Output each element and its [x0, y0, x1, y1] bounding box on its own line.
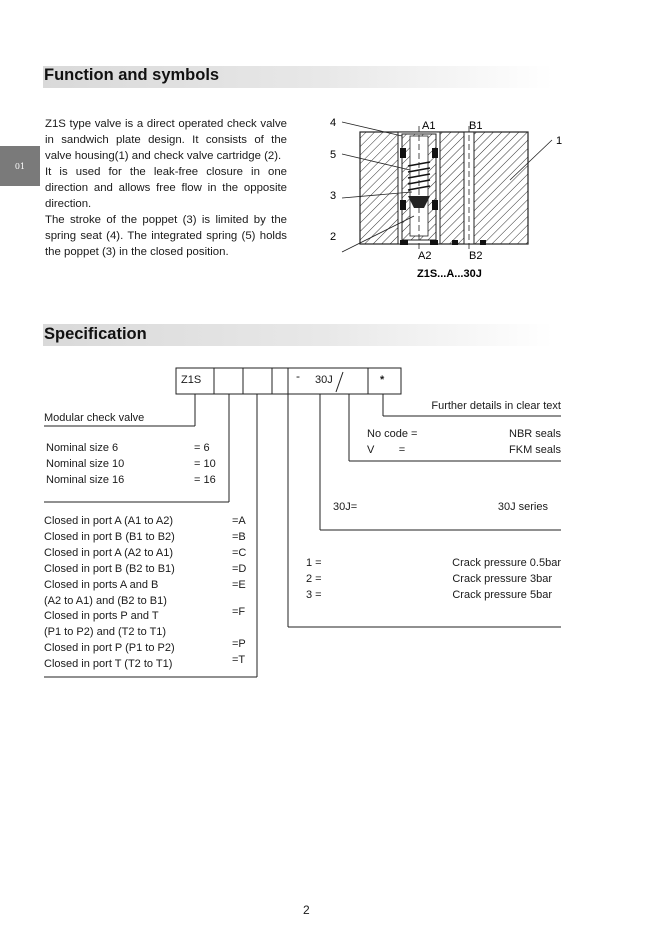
closing-code: =E: [232, 579, 246, 591]
page-number: 2: [303, 903, 310, 917]
closing-option: Closed in port B (B1 to B2): [44, 531, 175, 543]
closing-code: =P: [232, 638, 246, 650]
seal-code: No code =: [367, 428, 418, 440]
nominal-size-label: Nominal size 10: [46, 458, 125, 470]
closing-option: Closed in port T (T2 to T1): [44, 658, 173, 670]
series-text: 30J series: [497, 501, 548, 513]
seal-text: NBR seals: [509, 428, 561, 440]
closing-option: Closed in port A (A2 to A1): [44, 547, 174, 559]
crack-code: 2 =: [306, 573, 322, 585]
closing-option: Closed in port B (B2 to B1): [44, 563, 175, 575]
seal-code: V =: [367, 444, 406, 456]
code-30j: 30J: [315, 374, 333, 386]
closing-option: Closed in ports P and T: [44, 610, 159, 622]
crack-code: 3 =: [306, 589, 322, 601]
port-a1-label: A1: [422, 120, 436, 132]
function-para-2: It is used for the leak-free closure in one direction and allows free flow in the opposite direction.: [45, 166, 287, 210]
closing-code: =F: [232, 606, 246, 618]
nominal-size-label: Nominal size 16: [46, 474, 125, 486]
closing-option: Closed in port P (P1 to P2): [44, 642, 175, 654]
closing-code: =B: [232, 531, 246, 543]
callout-2: 2: [330, 231, 337, 243]
nominal-size-label: Nominal size 6: [46, 442, 119, 454]
code-box-further: [368, 368, 401, 394]
chapter-tab: 01: [0, 146, 40, 186]
closing-option: Closed in ports A and B: [44, 579, 159, 591]
nominal-size-code: = 6: [194, 442, 210, 454]
code-asterisk: *: [380, 374, 385, 386]
closing-option: Closed in port A (A1 to A2): [44, 515, 174, 527]
port-a2-label: A2: [418, 250, 432, 262]
function-title: Function and symbols: [44, 66, 220, 84]
code-box-closing: [243, 368, 272, 394]
port-b2-label: B2: [469, 250, 483, 262]
series-code: 30J=: [333, 501, 358, 513]
crack-pressure-text: Crack pressure 0.5bar: [452, 557, 561, 569]
code-dash: -: [296, 369, 300, 383]
function-para-1: Z1S type valve is a direct operated check valve in sandwich plate design. It consists of the valve housing(1) and check valve cartridge (2).: [45, 118, 287, 162]
code-z1s: Z1S: [181, 374, 202, 386]
function-para-3: The stroke of the poppet (3) is limited by the spring seat (4). The integrated spring (5) holds the poppet (3) in the closed position.: [45, 214, 287, 258]
modular-check-valve-label: Modular check valve: [44, 412, 145, 424]
closing-code: =T: [232, 654, 246, 666]
closing-code: =A: [232, 515, 246, 527]
callout-1: 1: [556, 135, 563, 147]
nominal-size-code: = 10: [194, 458, 216, 470]
seal-text: FKM seals: [509, 444, 561, 456]
closing-code: =C: [232, 547, 247, 559]
callout-3: 3: [330, 190, 337, 202]
further-details-label: Further details in clear text: [431, 400, 561, 412]
crack-pressure-text: Crack pressure 3bar: [452, 573, 552, 585]
callout-5: 5: [330, 149, 337, 161]
crack-code: 1 =: [306, 557, 322, 569]
specification-title: Specification: [44, 325, 147, 343]
nominal-size-code: = 16: [194, 474, 216, 486]
diagram-caption: Z1S...A...30J: [417, 268, 482, 280]
closing-code: =D: [232, 563, 247, 575]
closing-option: (P1 to P2) and (T2 to T1): [44, 626, 167, 638]
callout-4: 4: [330, 117, 337, 129]
code-box-size: [214, 368, 243, 394]
closing-option: (A2 to A1) and (B2 to B1): [44, 595, 167, 607]
port-b1-label: B1: [469, 120, 483, 132]
crack-pressure-text: Crack pressure 5bar: [452, 589, 552, 601]
